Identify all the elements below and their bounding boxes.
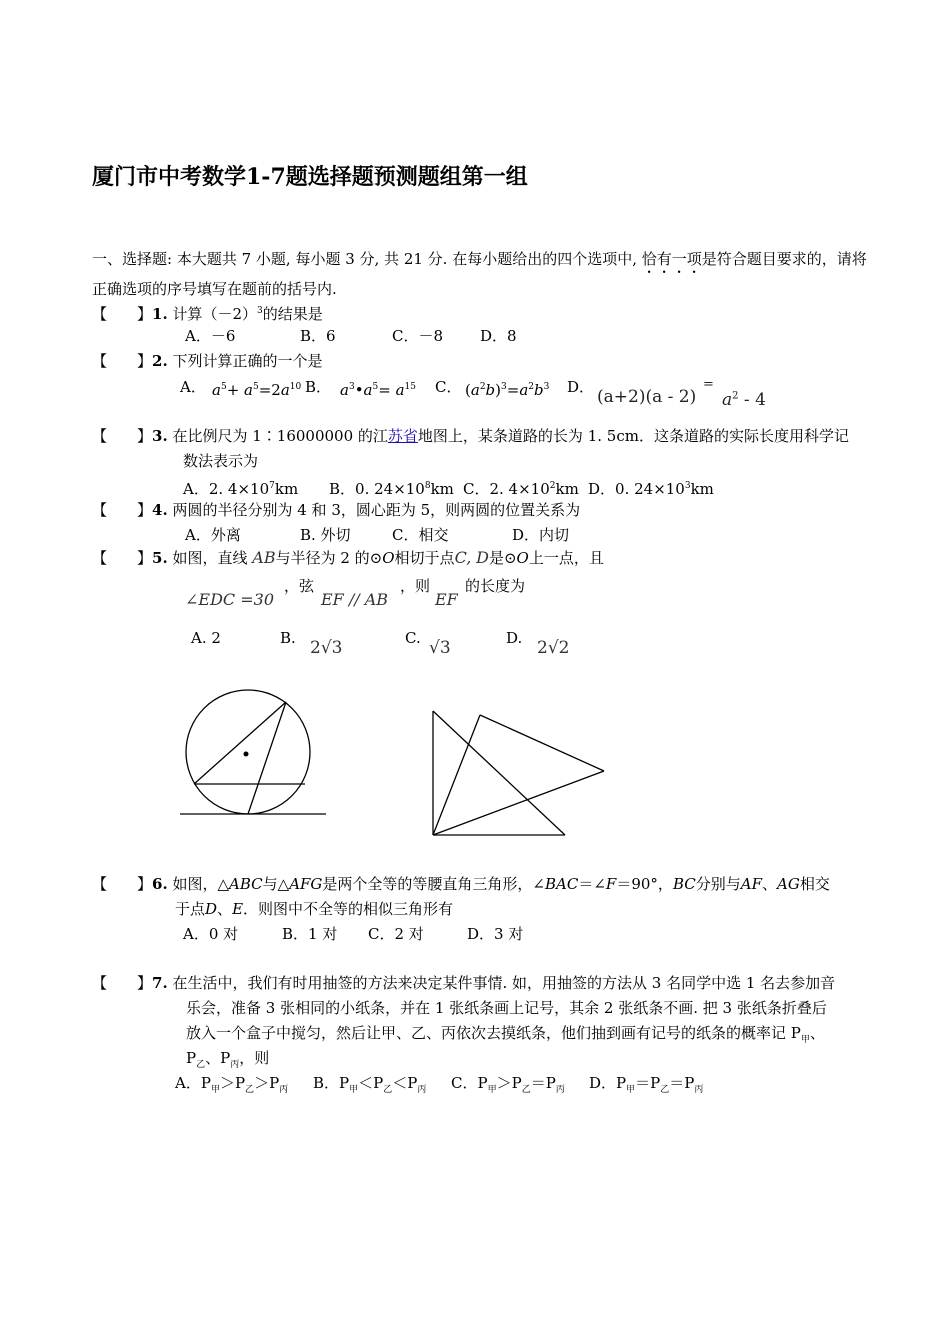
math-var: a bbox=[722, 390, 733, 410]
option-d[interactable]: D．8 bbox=[480, 327, 517, 345]
q3-options bbox=[183, 476, 714, 499]
math-o: O bbox=[382, 549, 395, 567]
question-stem-cont: 数法表示为 bbox=[183, 452, 259, 470]
stem-part: 是⊙ bbox=[488, 549, 517, 567]
answer-bracket[interactable]: 【 】 bbox=[92, 427, 153, 445]
option-d[interactable]: D. bbox=[506, 629, 523, 647]
q6-options bbox=[183, 924, 524, 944]
condition-tail: 的长度为 bbox=[465, 577, 526, 595]
question-stem: 计算（－2） bbox=[172, 305, 258, 323]
question-7 bbox=[92, 973, 835, 993]
question-6: 【 】6. 如图，△ABC与△AFG是两个全等的等腰直角三角形，∠BAC＝∠F＝90°，BC分别与AF、AG相交 bbox=[92, 875, 830, 893]
question-number: 2. bbox=[152, 352, 168, 370]
q2-options bbox=[180, 377, 595, 399]
option-d[interactable]: D．0. $24\times 10^3km$ bbox=[588, 480, 714, 498]
question-number: 5. bbox=[152, 549, 168, 567]
option-b[interactable]: B．1 对 bbox=[282, 925, 338, 943]
math-c: C, bbox=[454, 548, 472, 567]
option-c[interactable]: C．－8 bbox=[392, 327, 444, 345]
answer-bracket[interactable]: 【 】 bbox=[92, 549, 153, 567]
option-a[interactable]: A．－6 bbox=[185, 327, 236, 345]
q4-options bbox=[185, 525, 570, 545]
exponent: 2 bbox=[732, 390, 739, 402]
q7-options bbox=[175, 1073, 704, 1100]
option-a-math: $a^5+ a^5=2a^{10}$ bbox=[212, 381, 302, 399]
option-d[interactable]: D． bbox=[567, 378, 595, 396]
math-o: O bbox=[516, 549, 529, 567]
condition-chord: ，弦 bbox=[284, 577, 315, 595]
option-d-value: 2√2 bbox=[537, 638, 570, 658]
math-ef: EF bbox=[435, 590, 458, 609]
answer-bracket[interactable]: 【 】 bbox=[92, 974, 153, 992]
option-c[interactable]: C．$P_甲>P_乙=P_丙$ bbox=[451, 1074, 565, 1095]
q1-options bbox=[185, 326, 517, 346]
stem-part: 上一点，且 bbox=[528, 549, 604, 567]
math-d: D bbox=[476, 548, 489, 567]
question-number: 4. bbox=[152, 501, 168, 519]
option-d[interactable]: D．3 对 bbox=[467, 925, 524, 943]
option-c[interactable]: C. bbox=[405, 629, 421, 647]
option-d[interactable]: D．$P_甲=P_乙=P_丙$ bbox=[589, 1074, 704, 1095]
page-title: 厦门市中考数学1-7题选择题预测题组第一组 bbox=[92, 164, 528, 190]
stem-part: 与半径为 2 的⊙ bbox=[275, 549, 383, 567]
section-emphasis: 恰有一项 bbox=[641, 250, 702, 268]
figure-5-diagram bbox=[170, 680, 340, 855]
option-c[interactable]: C．相交 bbox=[392, 526, 449, 544]
question-7-line4: $P_乙$、$P_丙$，则 bbox=[186, 1049, 270, 1070]
question-number: 6. bbox=[152, 875, 168, 893]
question-number: 7. bbox=[152, 974, 168, 992]
question-6-line2: 于点D、E．则图中不全等的相似三角形有 bbox=[175, 900, 454, 918]
question-5 bbox=[92, 548, 604, 568]
question-1 bbox=[92, 301, 323, 324]
option-c[interactable]: C． bbox=[435, 378, 462, 396]
answer-bracket[interactable]: 【 】 bbox=[92, 305, 153, 323]
question-stem: 在比例尺为 1∶16000000 的江 bbox=[172, 427, 388, 445]
answer-bracket[interactable]: 【 】 bbox=[92, 875, 153, 893]
segment-cb bbox=[433, 711, 565, 835]
question-stem: 下列计算正确的一个是 bbox=[172, 352, 323, 370]
option-c[interactable]: C．2. $4\times 10^2km$ bbox=[463, 480, 579, 498]
question-stem: 如图，直线 bbox=[172, 549, 248, 567]
answer-bracket[interactable]: 【 】 bbox=[92, 352, 153, 370]
question-number: 1. bbox=[152, 305, 168, 323]
option-b[interactable]: B．$P_甲<P_乙<P_丙$ bbox=[313, 1074, 427, 1095]
segment-fg bbox=[480, 715, 604, 771]
math-equals: = bbox=[703, 377, 714, 392]
stem-part: 相切于点 bbox=[394, 549, 455, 567]
option-a[interactable]: A. 2 bbox=[191, 629, 221, 647]
condition-angle: ∠EDC =30 bbox=[185, 590, 275, 609]
question-2 bbox=[92, 351, 322, 371]
question-4 bbox=[92, 500, 580, 520]
option-b[interactable]: B． bbox=[305, 378, 332, 396]
option-b[interactable]: B．6 bbox=[300, 327, 336, 345]
option-b[interactable]: B. 外切 bbox=[300, 526, 351, 544]
province-link[interactable]: 苏省 bbox=[387, 427, 418, 445]
math-ab: AB bbox=[252, 548, 276, 567]
math-lhs: (a+2)(a - 2) bbox=[597, 387, 697, 407]
section-instructions bbox=[92, 247, 872, 302]
option-a[interactable]: A．2. $4\times 10^7km$ bbox=[183, 480, 299, 498]
question-stem-tail: 地图上，某条道路的长为 1. 5cm．这条道路的实际长度用科学记 bbox=[417, 427, 849, 445]
condition-then: ，则 bbox=[400, 577, 431, 595]
option-d-math bbox=[597, 387, 696, 407]
circle-o bbox=[186, 690, 310, 814]
option-a[interactable]: A． bbox=[180, 378, 206, 396]
question-stem: 两圆的半径分别为 4 和 3，圆心距为 5，则两圆的位置关系为 bbox=[172, 501, 581, 519]
question-number: 3. bbox=[152, 427, 168, 445]
option-c-math: $(a^2b)^3=a^2b^3$ bbox=[465, 381, 550, 399]
question-7-line3: 放入一个盒子中搅匀，然后让甲、乙、丙依次去摸纸条，他们抽到画有记号的纸条的概率记 $P_甲$、 bbox=[186, 1024, 825, 1045]
option-b-math: $a^3•a^5= a^{15}$ bbox=[340, 381, 416, 399]
option-a[interactable]: A．0 对 bbox=[183, 925, 239, 943]
answer-bracket[interactable]: 【 】 bbox=[92, 501, 153, 519]
question-stem: 在生活中，我们有时用抽签的方法来决定某件事情. 如，用抽签的方法从 3 名同学中选 1 名去参加音 bbox=[172, 974, 836, 992]
section-suffix: 是符合题目要求的，请将正确选项的序号填写在题前的括号内. bbox=[92, 250, 867, 298]
question-3 bbox=[92, 426, 849, 446]
question-stem-tail: 的结果是 bbox=[262, 305, 323, 323]
condition-parallel: EF // AB bbox=[321, 590, 389, 609]
exponent: 3 bbox=[257, 306, 263, 316]
option-a[interactable]: A．外离 bbox=[185, 526, 241, 544]
figure-6-diagram bbox=[410, 695, 630, 855]
option-c[interactable]: C．2 对 bbox=[368, 925, 424, 943]
section-prefix: 一、选择题: 本大题共 7 小题, 每小题 3 分, 共 21 分. 在每小题给出的四个选项中, bbox=[92, 250, 642, 268]
math-rhs bbox=[722, 390, 766, 410]
option-b[interactable]: B. bbox=[280, 629, 296, 647]
segment-ag bbox=[433, 771, 604, 835]
option-a[interactable]: A．$P_甲>P_乙>P_丙$ bbox=[175, 1074, 289, 1095]
option-c-value: √3 bbox=[429, 638, 451, 658]
option-d[interactable]: D．内切 bbox=[512, 526, 570, 544]
option-b-value: 2√3 bbox=[310, 638, 343, 658]
center-dot bbox=[244, 752, 249, 757]
option-b[interactable]: B．0. $24\times 10^8km$ bbox=[329, 480, 454, 498]
math-tail: - 4 bbox=[738, 390, 766, 410]
question-7-line2: 乐会，准备 3 张相同的小纸条，并在 1 张纸条画上记号，其余 2 张纸条不画. 把 3 张纸条折叠后 bbox=[186, 999, 827, 1017]
